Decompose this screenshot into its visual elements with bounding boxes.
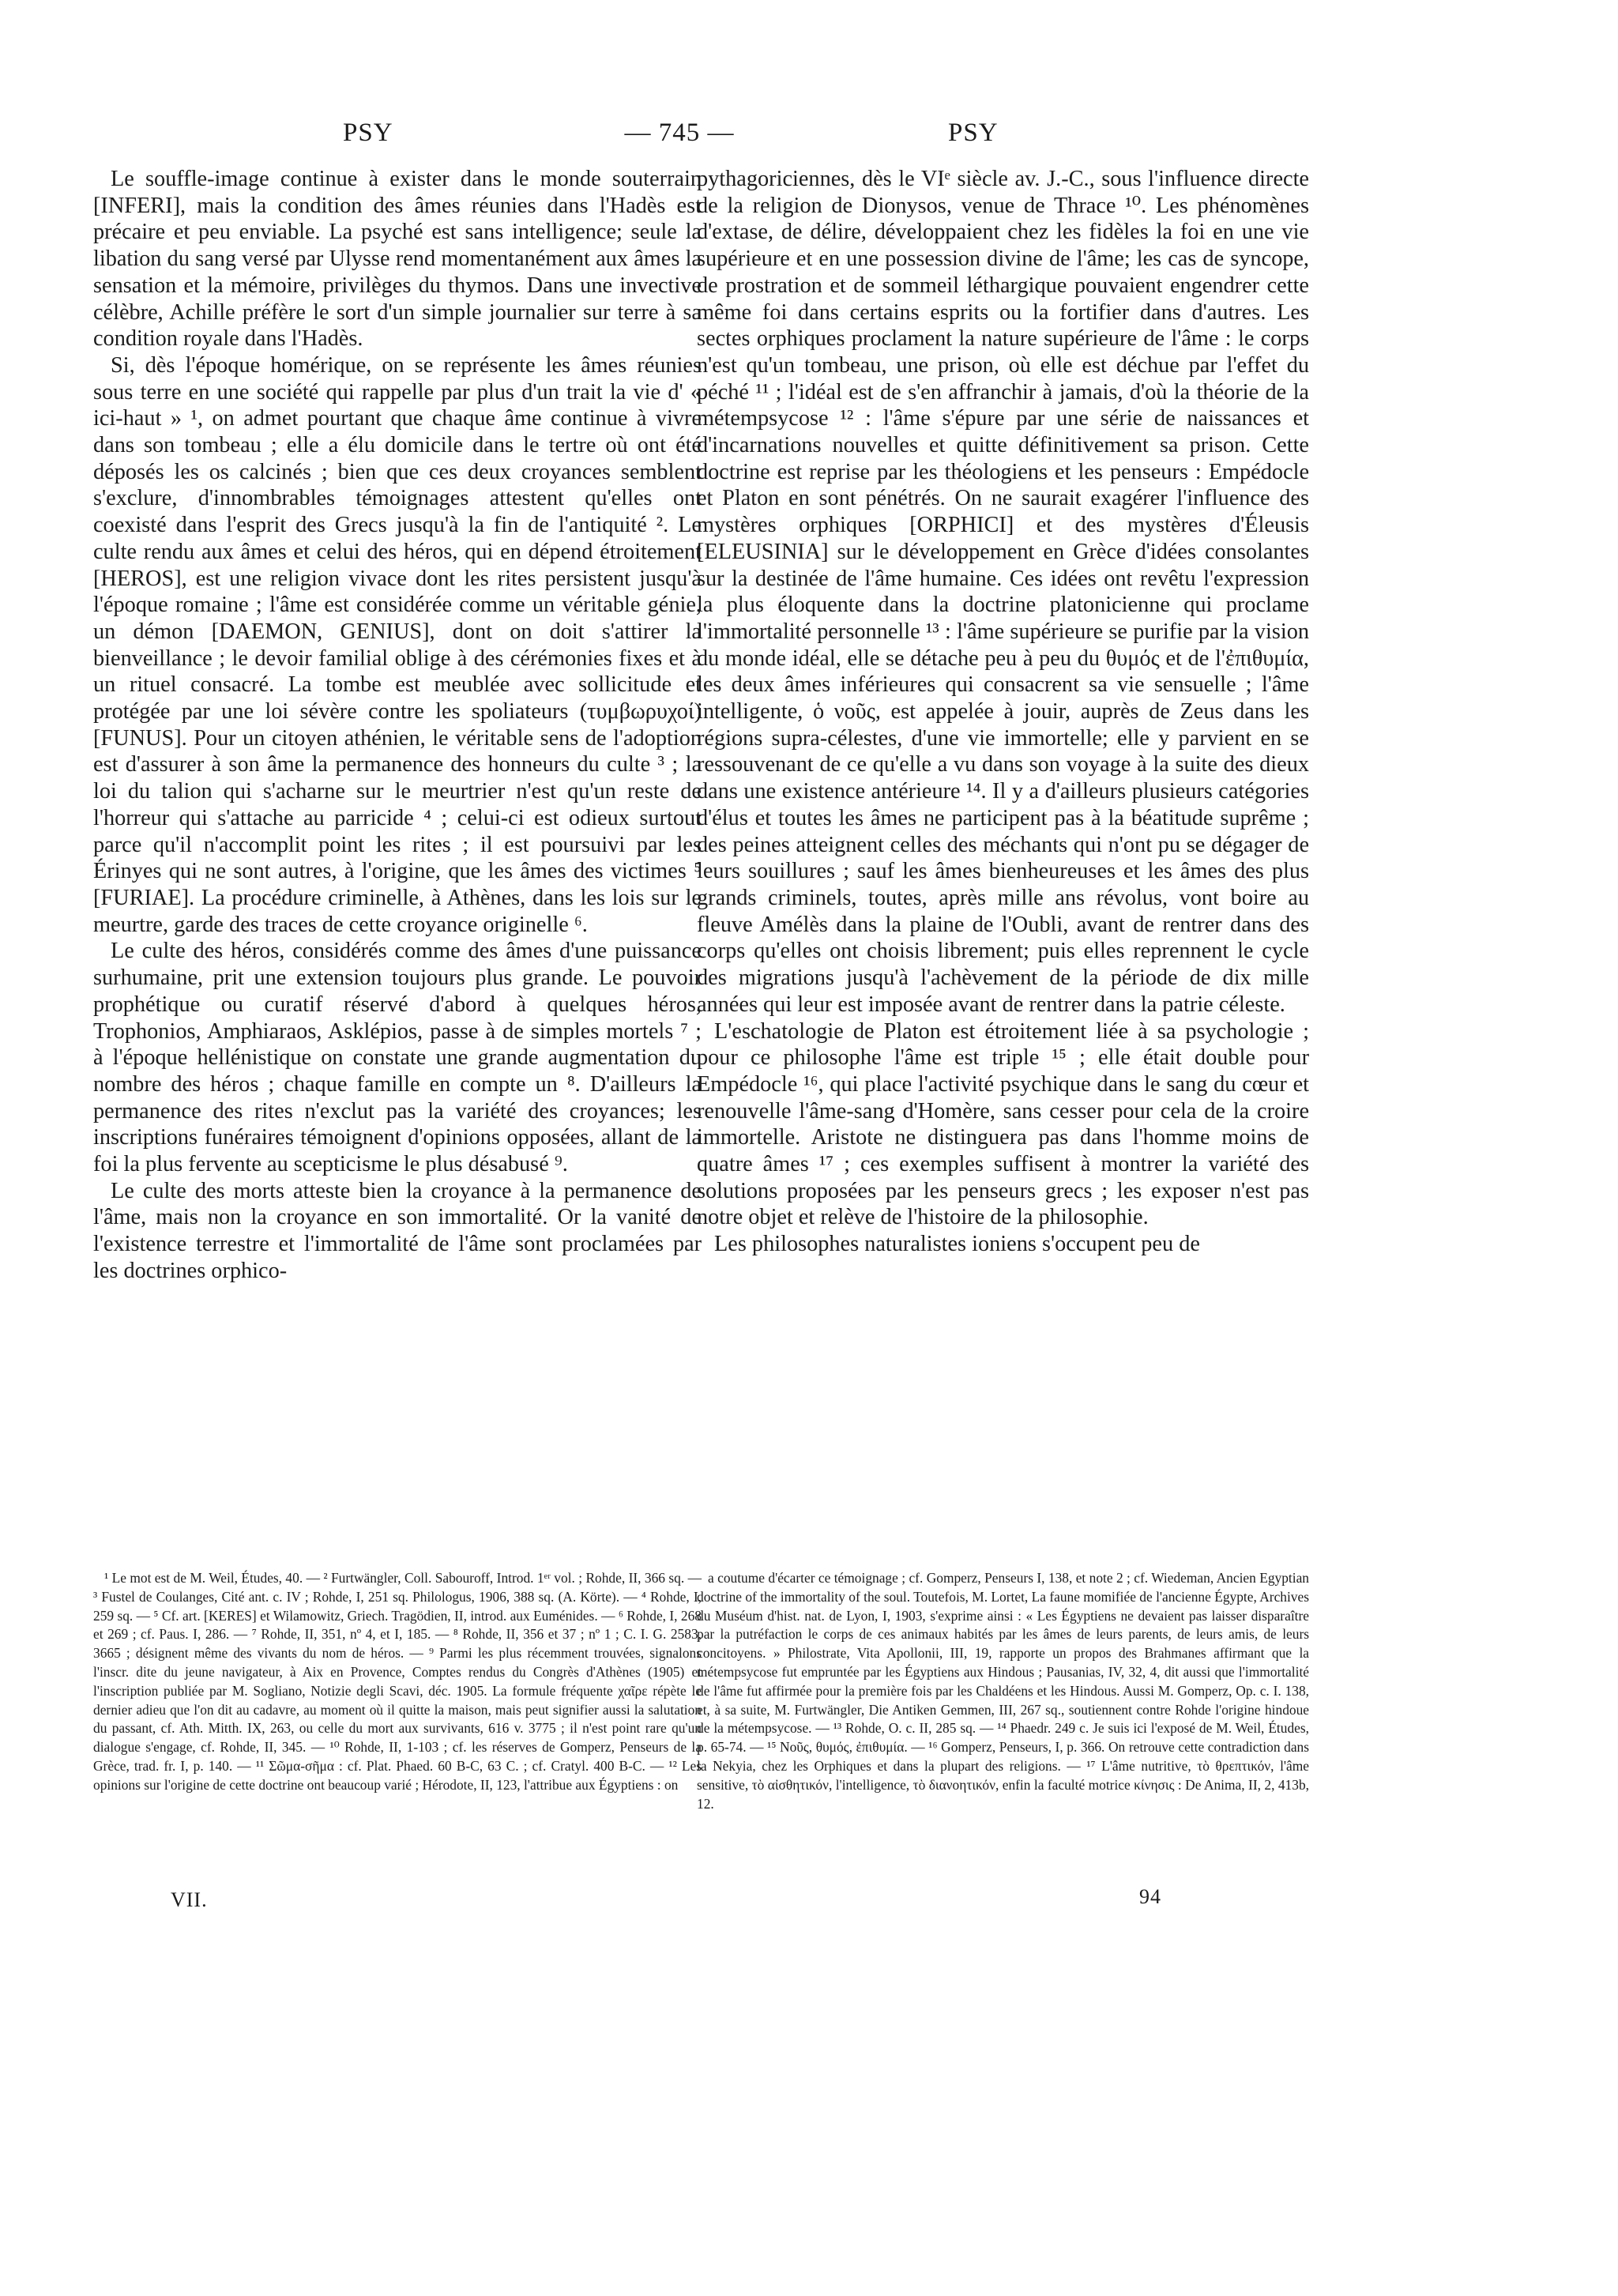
footnotes-right xyxy=(697,1569,1309,1813)
paragraph: pythagoriciennes, dès le VIᵉ siècle av. J.-C., sous l'influence directe de la religion de Dionysos, venue de Thrace ¹⁰. Les phénomènes d'extase, de délire, développaient chez les fidèles la foi en une vie supérieure et en une possession divine de l'âme; les cas de syncope, de prostration et de sommeil léthargique pouvaient engendrer cette même foi dans certains esprits ou la fortifier dans d'autres. Les sectes orphiques proclament la nature supérieure de l'âme : le corps n'est qu'un tombeau, une prison, où elle est déchue par l'effet du péché ¹¹ ; l'idéal est de s'en affranchir à jamais, d'où la théorie de la métempsycose ¹² : l'âme s'épure par une série de naissances et d'incarnations nouvelles et quitte définitivement sa prison. Cette doctrine est reprise par les théologiens et les penseurs : Empédocle et Platon en sont pénétrés. On ne saurait exagérer l'influence des mystères orphiques [ORPHICI] et des mystères d'Éleusis [ELEUSINIA] sur le développement en Grèce d'idées consolantes sur la destinée de l'âme humaine. Ces idées ont revêtu l'expression la plus éloquente dans la doctrine platonicienne qui proclame l'immortalité personnelle ¹³ : l'âme supérieure se purifie par la vision du monde idéal, elle se détache peu à peu du θυμός et de l'ἐπιθυμία, les deux âmes inférieures qui consacrent sa vie sensuelle ; l'âme intelligente, ὁ νοῦς, est appelée à jouir, auprès de Zeus dans les régions supra-célestes, d'une vie immortelle; elle y parvient en se ressouvenant de ce qu'elle a vu dans son voyage à la suite des dieux dans une existence antérieure ¹⁴. Il y a d'ailleurs plusieurs catégories d'élus et toutes les âmes ne participent pas à la béatitude suprême ; des peines atteignent celles des méchants qui n'ont pu se dégager de leurs souillures ; sauf les âmes bienheureuses et les âmes des plus grands criminels, toutes, après mille ans révolus, vont boire au fleuve Amélès dans la plaine de l'Oubli, avant de rentrer dans des corps qu'elles ont choisis librement; puis elles reprennent le cycle des migrations jusqu'à l'achèvement de la période de dix mille années qui leur est imposée avant de rentrer dans la patrie céleste. xyxy=(697,167,1309,1017)
footnotes-left xyxy=(93,1569,702,1795)
footnote-text: ¹ Le mot est de M. Weil, Études, 40. — ² Furtwängler, Coll. Sabouroff, Introd. 1ᵉʳ vol. ; Rohde, II, 366 sq. — ³ Fustel de Coulanges, Cité ant. c. IV ; Rohde, I, 251 sq. Philologus, 1906, 388 sq. (A. Körte). — ⁴ Rohde, I, 259 sq. — ⁵ Cf. art. [KERES] et Wilamowitz, Griech. Tragödien, II, introd. aux Euménides. — ⁶ Rohde, I, 268 et 269 ; cf. Paus. I, 286. — ⁷ Rohde, II, 351, nº 4, et I, 185. — ⁸ Rohde, II, 356 et 37 ; nº 1 ; C. I. G. 2583, 3665 ; désignent même des vivants du nom de héros. — ⁹ Parmi les plus récemment trouvées, signalons l'inscr. dite du jeune navigateur, à Aix en Provence, Comptes rendus du Congrès d'Athènes (1905) et l'inscription publiée par M. Sogliano, Notizie degli Scavi, déc. 1905. La formule fréquente χαῖρε répète le dernier adieu que l'on dit au cadavre, au moment où il quitte la maison, mais peut signifier aussi la salutation du passant, cf. Ath. Mitth. IX, 263, ou celle du mort aux survivants, 616 v. 3775 ; il n'est point rare qu'un dialogue s'engage, cf. Rohde, II, 345. — ¹⁰ Rohde, II, 1-103 ; cf. les réserves de Gomperz, Penseurs de la Grèce, trad. fr. I, p. 140. — ¹¹ Σῶμα-σῆμα : cf. Plat. Phaed. 60 B-C, 63 C. ; cf. Cratyl. 400 B-C. — ¹² Les opinions sur l'origine de cette doctrine ont beaucoup varié ; Hérodote, II, 123, l'attribue aux Égyptiens : on xyxy=(93,1570,702,1793)
signature-mark-left: VII. xyxy=(171,1888,208,1911)
paragraph: Si, dès l'époque homérique, on se représente les âmes réunies sous terre en une société qui rappelle par plus d'un trait la vie d' « ici-haut » ¹, on admet pourtant que chaque âme continue à vivre dans son tombeau ; elle a élu domicile dans le tertre où ont été déposés les os calcinés ; bien que ces deux croyances semblent s'exclure, d'innombrables témoignages attestent qu'elles ont coexisté dans l'esprit des Grecs jusqu'à la fin de l'antiquité ². Le culte rendu aux âmes et celui des héros, qui en dépend étroitement [HEROS], est une religion vivace dont les rites persistent jusqu'à l'époque romaine ; l'âme est considérée comme un véritable génie, un démon [DAEMON, GENIUS], dont on doit s'attirer la bienveillance ; le devoir familial oblige à des cérémonies fixes et à un rituel consacré. La tombe est meublée avec sollicitude et protégée par une loi sévère contre les spoliateurs (τυμβωρυχοί) [FUNUS]. Pour un citoyen athénien, le véritable sens de l'adoption est d'assurer à son âme la permanence des honneurs du culte ³ ; la loi du talion qui s'acharne sur le meurtrier n'est qu'un reste de l'horreur qui s'attache au parricide ⁴ ; celui-ci est odieux surtout parce qu'il n'accomplit point les rites ; il est poursuivi par les Érinyes qui ne sont autres, à l'origine, que les âmes des victimes ⁵ [FURIAE]. La procédure criminelle, à Athènes, dans les lois sur le meurtre, garde des traces de cette croyance originelle ⁶. xyxy=(93,352,702,937)
footnote-text: a coutume d'écarter ce témoignage ; cf. Gomperz, Penseurs I, 138, et note 2 ; cf. Wiedeman, Ancien Egyptian doctrine of the immortality of the soul. Toutefois, M. Lortet, La faune momifiée de l'ancienne Égypte, Archives du Muséum d'hist. nat. de Lyon, I, 1903, s'exprime ainsi : « Les Égyptiens ne devaient pas laisser disparaître par la putréfaction le corps de ces animaux habités par les âmes de leurs parents, de leurs amis, de leurs concitoyens. » Philostrate, Vita Apollonii, III, 19, rapporte un propos des Brahmanes affirmant que la métempsycose fut empruntée par les Égyptiens aux Hindous ; Pausanias, IV, 32, 4, dit aussi que l'immortalité de l'âme fut affirmée pour la première fois par les Chaldéens et les Hindous. Aussi M. Gomperz, Op. c. I. 138, et, à sa suite, M. Furtwängler, Die Antiken Gemmen, III, 267 sq., soutiennent contre Rohde l'origine hindoue de la métempsycose. — ¹³ Rohde, O. c. II, 285 sq. — ¹⁴ Phaedr. 249 c. Je suis ici l'exposé de M. Weil, Études, p. 65-74. — ¹⁵ Νοῦς, θυμός, ἐπιθυμία. — ¹⁶ Gomperz, Penseurs, I, p. 366. On retrouve cette contradiction dans la Nekyia, chez les Orphiques et dans la plupart des religions. — ¹⁷ L'âme nutritive, τὸ θρεπτικόν, l'âme sensitive, τὸ αἰσθητικόν, l'intelligence, τὸ διανοητικόν, enfin la faculté motrice κίνησις : De Anima, II, 2, 413b, 12. xyxy=(697,1570,1309,1812)
page-number: — 745 — xyxy=(624,119,735,147)
paragraph: Les philosophes naturalistes ioniens s'occupent peu de xyxy=(714,1232,1200,1257)
paragraph: Le souffle-image continue à exister dans le monde souterrain [INFERI], mais la condition des âmes réunies dans l'Hadès est précaire et peu enviable. La psyché est sans intelligence; seule la libation du sang versé par Ulysse rend momentanément aux âmes la sensation et la mémoire, privilèges du thymos. Dans une invective célèbre, Achille préfère le sort d'un simple journalier sur terre à sa condition royale dans l'Hadès. xyxy=(93,167,702,352)
left-text-column xyxy=(93,166,702,1285)
paragraph: Le culte des héros, considérés comme des âmes d'une puissance surhumaine, prit une extension toujours plus grande. Le pouvoir prophétique ou curatif réservé d'abord à quelques héros, Trophonios, Amphiaraos, Asklépios, passe à de simples mortels ⁷ ; à l'époque hellénistique on constate une grande augmentation du nombre des héros ; chaque famille en compte un ⁸. D'ailleurs la permanence des rites n'exclut pas la variété des croyances; les inscriptions funéraires témoignent d'opinions opposées, allant de la foi la plus fervente au scepticisme le plus désabusé ⁹. xyxy=(93,939,702,1177)
running-head-left: PSY xyxy=(343,119,393,147)
running-head-right: PSY xyxy=(948,119,999,147)
right-text-column xyxy=(697,166,1309,1258)
paragraph: L'eschatologie de Platon est étroitement liée à sa psychologie ; pour ce philosophe l'âme est triple ¹⁵ ; elle était double pour Empédocle ¹⁶, qui place l'activité psychique dans le sang du cœur et renouvelle l'âme-sang d'Homère, sans cesser pour cela de la croire immortelle. Aristote ne distinguera pas dans l'homme moins de quatre âmes ¹⁷ ; ces exemples suffisent à montrer la variété des solutions proposées par les penseurs grecs ; les exposer n'est pas notre objet et relève de l'histoire de la philosophie. xyxy=(697,1018,1309,1230)
paragraph: Le culte des morts atteste bien la croyance à la permanence de l'âme, mais non la croyance en son immortalité. Or la vanité de l'existence terrestre et l'immortalité de l'âme sont proclamées par les doctrines orphico- xyxy=(93,1178,702,1283)
signature-mark-right: 94 xyxy=(1139,1885,1161,1908)
